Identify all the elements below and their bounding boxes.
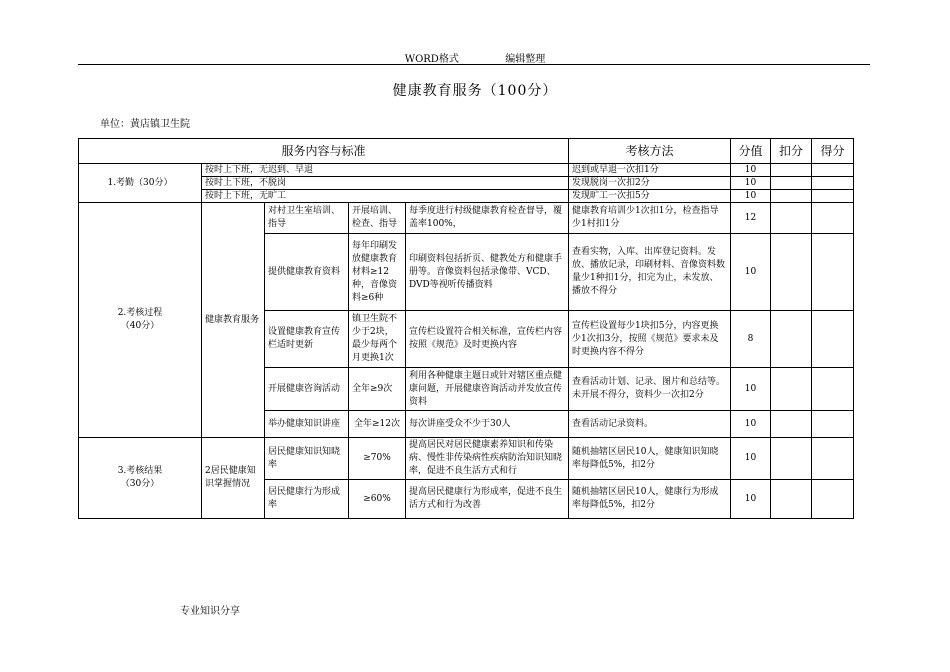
item-cell: 对村卫生室培训、指导 <box>265 203 349 234</box>
category-cell: 2.考核过程 （40分） <box>79 203 202 438</box>
earned-cell[interactable] <box>812 411 854 438</box>
deduction-cell[interactable] <box>771 368 812 411</box>
header-left: WORD格式 <box>404 54 459 65</box>
standard-cell: 每季度进行村级健康教育检查督导，覆盖率100%， <box>406 203 569 234</box>
standard-cell: 按时上下班，无迟到、早退 <box>202 164 569 177</box>
sub-cell: 全年≥12次 <box>349 411 406 438</box>
standard-cell: 提高居民对居民健康素养知识和传染病、慢性非传染病性疾病防治知识知晓率，促进不良生活方式和行 <box>406 438 569 480</box>
score-cell: 10 <box>731 234 771 311</box>
assessment-table <box>78 138 854 519</box>
sub-cell: 全年≥9次 <box>349 368 406 411</box>
header-right: 编辑整理 <box>505 54 546 65</box>
document-title: 健康教育服务（100分） <box>392 83 558 99</box>
item-cell: 举办健康知识讲座 <box>265 411 349 438</box>
deduction-cell[interactable] <box>771 438 812 480</box>
earned-cell[interactable] <box>812 438 854 480</box>
score-cell: 10 <box>731 190 771 203</box>
score-cell: 12 <box>731 203 771 234</box>
method-cell: 查看实物，入库、出库登记资料。发放、播放记录，印刷材料、音像资料数量少1种扣1分，扣完为止，未发放、播放不得分 <box>569 234 731 311</box>
category-cell: 3.考核结果 （30分） <box>79 438 202 519</box>
deduction-cell[interactable] <box>771 411 812 438</box>
standard-cell: 提高居民健康行为形成率，促进不良生活方式和行为改善 <box>406 480 569 519</box>
page-header <box>0 50 950 65</box>
earned-cell[interactable] <box>812 177 854 190</box>
deduction-cell[interactable] <box>771 311 812 368</box>
sub-cell: ≥70% <box>349 438 406 480</box>
method-cell: 查看活动记录资料。 <box>569 411 731 438</box>
score-cell: 8 <box>731 311 771 368</box>
standard-cell: 宣传栏设置符合相关标准，宣传栏内容按照《规范》及时更换内容 <box>406 311 569 368</box>
table-row <box>79 203 854 234</box>
subcategory-cell: 健康教育服务 <box>202 203 265 438</box>
item-cell: 居民健康知识知晓率 <box>265 438 349 480</box>
earned-cell[interactable] <box>812 480 854 519</box>
method-cell: 随机抽辖区居民10人，健康行为形成率每降低5%，扣2分 <box>569 480 731 519</box>
sub-cell: ≥60% <box>349 480 406 519</box>
subcategory-cell: 2居民健康知识掌握情况 <box>202 438 265 519</box>
item-cell: 提供健康教育资料 <box>265 234 349 311</box>
deduction-cell[interactable] <box>771 190 812 203</box>
standard-cell: 按时上下班，不脱岗 <box>202 177 569 190</box>
standard-cell: 每次讲座受众不少于30人 <box>406 411 569 438</box>
method-cell: 随机抽辖区居民10人，健康知识知晓率每降低5%，扣2分 <box>569 438 731 480</box>
sub-cell: 每年印刷发放健康教育材料≥12种，音像资料≥6种 <box>349 234 406 311</box>
earned-cell[interactable] <box>812 190 854 203</box>
unit-label: 单位：黄店镇卫生院 <box>100 119 190 130</box>
score-cell: 10 <box>731 177 771 190</box>
deduction-cell[interactable] <box>771 177 812 190</box>
sub-cell: 开展培训、检查、指导 <box>349 203 406 234</box>
method-cell: 发现脱岗一次扣2分 <box>569 177 731 190</box>
standard-cell: 印刷资料包括折页、健教处方和健康手册等。音像资料包括录像带、VCD、DVD等视听传播资料 <box>406 234 569 311</box>
table-header-row <box>79 139 854 164</box>
table-row <box>79 164 854 177</box>
earned-cell[interactable] <box>812 368 854 411</box>
standard-cell: 按时上下班，无旷工 <box>202 190 569 203</box>
item-cell: 居民健康行为形成率 <box>265 480 349 519</box>
page-footer: 专业知识分享 <box>180 606 240 617</box>
earned-cell[interactable] <box>812 203 854 234</box>
header-rule <box>78 64 870 65</box>
item-cell: 设置健康教育宣传栏适时更新 <box>265 311 349 368</box>
header-score: 分值 <box>731 139 771 164</box>
method-cell: 迟到或早退一次扣1分 <box>569 164 731 177</box>
score-cell: 10 <box>731 438 771 480</box>
sub-cell: 镇卫生院不少于2块，最少每两个月更换1次 <box>349 311 406 368</box>
method-cell: 发现旷工一次扣5分 <box>569 190 731 203</box>
header-deduction: 扣分 <box>771 139 812 164</box>
standard-cell: 利用各种健康主题日或针对辖区重点健康问题，开展健康咨询活动并发放宣传资料 <box>406 368 569 411</box>
header-standard: 服务内容与标准 <box>79 139 569 164</box>
method-cell: 宣传栏设置每少1块扣5分，内容更换少1次扣3分，按照《规范》要求未及时更换内容不得分 <box>569 311 731 368</box>
earned-cell[interactable] <box>812 234 854 311</box>
header-method: 考核方法 <box>569 139 731 164</box>
earned-cell[interactable] <box>812 164 854 177</box>
category-cell: 1.考勤（30分） <box>79 164 202 203</box>
deduction-cell[interactable] <box>771 203 812 234</box>
score-cell: 10 <box>731 480 771 519</box>
deduction-cell[interactable] <box>771 480 812 519</box>
table-row <box>79 438 854 480</box>
deduction-cell[interactable] <box>771 234 812 311</box>
method-cell: 查看活动计划、记录、图片和总结等。未开展不得分，资料少一次扣2分 <box>569 368 731 411</box>
score-cell: 10 <box>731 164 771 177</box>
header-earned: 得分 <box>812 139 854 164</box>
score-cell: 10 <box>731 368 771 411</box>
earned-cell[interactable] <box>812 311 854 368</box>
item-cell: 开展健康咨询活动 <box>265 368 349 411</box>
method-cell: 健康教育培训少1次扣1分，检查指导少1村扣1分 <box>569 203 731 234</box>
deduction-cell[interactable] <box>771 164 812 177</box>
score-cell: 10 <box>731 411 771 438</box>
